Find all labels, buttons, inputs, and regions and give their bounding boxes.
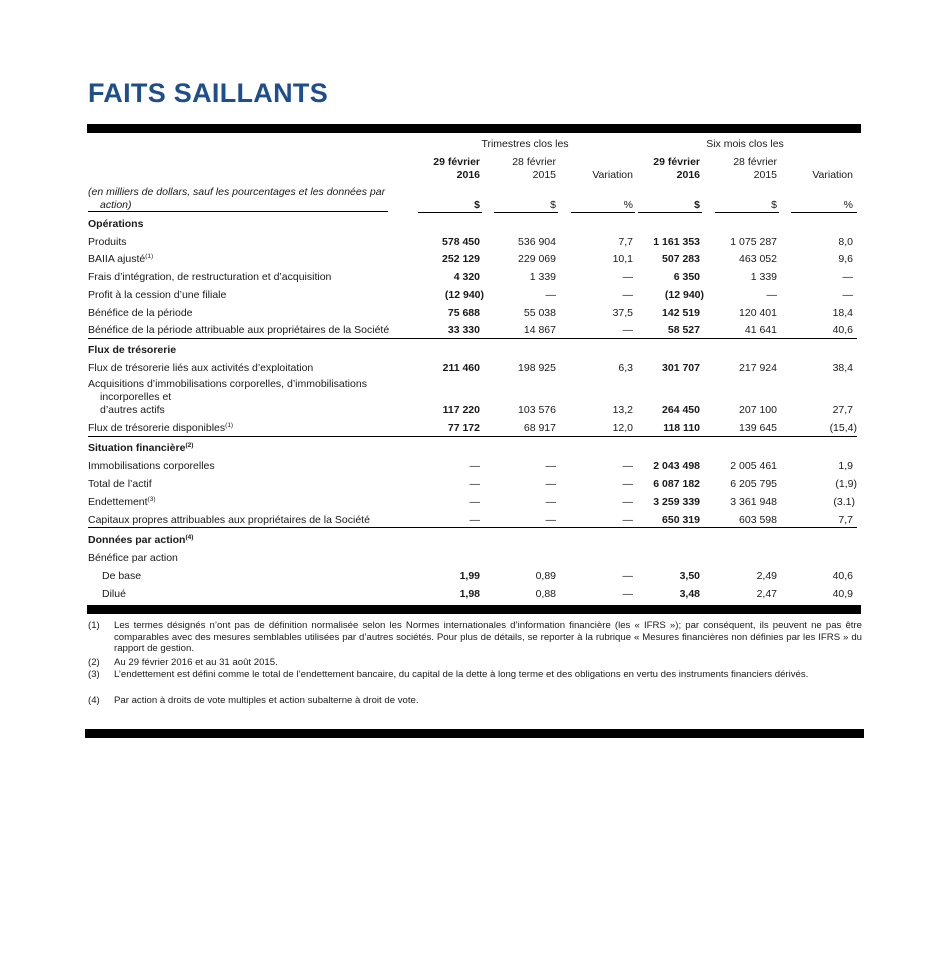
col-header-s2015-date: 28 février <box>733 156 777 168</box>
cell-s2015: 463 052 <box>739 253 777 265</box>
cell-s-variation: 7,7 <box>838 514 853 526</box>
footnote-ref: (1) <box>225 422 234 429</box>
cell-s2016: 3 259 339 <box>653 496 700 508</box>
footnote-number: (3) <box>88 669 100 680</box>
unit-underline <box>418 212 482 213</box>
cell-q-variation: 7,7 <box>618 236 633 248</box>
page-title: FAITS SAILLANTS <box>88 78 328 108</box>
cell-q2016: 4 320 <box>453 271 480 283</box>
cell-q-variation: — <box>622 460 633 472</box>
cell-s2015: 6 205 795 <box>730 478 777 490</box>
cell-s-variation: (15,4) <box>829 422 857 434</box>
page-bottom-rule <box>85 729 864 738</box>
unit-q2016: $ <box>474 199 480 211</box>
col-header-q-variation: Variation <box>592 169 633 181</box>
section-divider <box>88 436 857 437</box>
cell-s2015: 603 598 <box>739 514 777 526</box>
cell-q2016: — <box>469 496 480 508</box>
row-label <box>88 253 153 266</box>
col-header-s2016 <box>620 156 700 182</box>
cell-s2016: 301 707 <box>662 362 700 374</box>
cell-q2015: 0,89 <box>535 570 556 582</box>
col-header-s-variation: Variation <box>812 169 853 181</box>
cell-q2016: 77 172 <box>447 422 480 434</box>
cell-q2015: 0,88 <box>535 588 556 600</box>
footnote-ref: (4) <box>185 534 194 541</box>
cell-q2015: 536 904 <box>518 236 556 248</box>
footnote-text: Les termes désignés n’ont pas de définition normalisée selon les Normes internationales d’information financière (les « IFRS »); par conséquent, ils peuvent ne pas être comparables avec des mesures semblables utilisées par d’autres sociétés. Pour plus de détails, se reporter à la rubrique « Mesures financières non définies par les IFRS » du rapport de gestion. <box>114 620 862 654</box>
cell-q2015: — <box>545 478 556 490</box>
cell-q-variation: 13,2 <box>612 404 633 416</box>
cell-q2015: 229 069 <box>518 253 556 265</box>
cell-s2015: — <box>766 289 777 301</box>
cell-s-variation: — <box>842 289 853 301</box>
cell-s2016: (12 940) <box>664 289 704 301</box>
section-title-text: Situation financière <box>88 442 186 454</box>
section-divider <box>88 527 857 528</box>
cell-q2015: — <box>545 496 556 508</box>
col-header-q2015 <box>476 156 556 182</box>
row-label: Immobilisations corporelles <box>88 460 215 472</box>
unit-s2016: $ <box>694 199 700 211</box>
col-header-q2016-year: 2016 <box>456 169 480 181</box>
section-financial-position <box>88 442 193 455</box>
row-label: Produits <box>88 236 127 248</box>
cell-s-variation: 1,9 <box>838 460 853 472</box>
cell-q-variation: — <box>622 570 633 582</box>
cell-q-variation: 37,5 <box>612 307 633 319</box>
cell-s2015: 217 924 <box>739 362 777 374</box>
cell-q2016: — <box>469 478 480 490</box>
cell-s2016: 118 110 <box>663 422 700 434</box>
cell-s2015: 1 075 287 <box>730 236 777 248</box>
cell-s2016: 2 043 498 <box>653 460 700 472</box>
cell-q2015: 68 917 <box>523 422 556 434</box>
cell-s2016: 650 319 <box>662 514 700 526</box>
cell-s-variation: 40,6 <box>832 570 853 582</box>
cell-q2016: 252 129 <box>442 253 480 265</box>
cell-q2015: 55 038 <box>523 307 556 319</box>
cell-s2016: 1 161 353 <box>653 236 700 248</box>
table-bottom-rule <box>87 605 861 614</box>
footnote-ref: (2) <box>185 442 194 449</box>
cell-s2016: 264 450 <box>662 404 700 416</box>
unit-q2015: $ <box>550 199 556 211</box>
col-header-q2015-date: 28 février <box>512 156 556 168</box>
cell-s2016: 3,48 <box>679 588 700 600</box>
cell-q-variation: 6,3 <box>618 362 633 374</box>
row-label: Frais d’intégration, de restructuration et d’acquisition <box>88 271 332 283</box>
cell-s2015: 139 645 <box>739 422 777 434</box>
row-label: Flux de trésorerie liés aux activités d’exploitation <box>88 362 314 374</box>
unit-underline <box>494 212 558 213</box>
cell-s2015: 2 005 461 <box>730 460 777 472</box>
row-label: Total de l’actif <box>88 478 152 490</box>
cell-s-variation: 40,9 <box>832 588 853 600</box>
cell-s2015: 41 641 <box>744 324 777 336</box>
unit-underline <box>791 212 857 213</box>
footnote-number: (4) <box>88 695 100 706</box>
cell-s2016: 507 283 <box>662 253 700 265</box>
col-header-q2016 <box>400 156 480 182</box>
row-label: Capitaux propres attribuables aux propriétaires de la Société <box>88 514 370 526</box>
section-divider <box>88 338 857 339</box>
cell-s2015: 1 339 <box>750 271 777 283</box>
row-label <box>88 496 156 509</box>
section-per-share <box>88 534 193 547</box>
cell-s-variation: 27,7 <box>832 404 853 416</box>
cell-q2016: 578 450 <box>442 236 480 248</box>
footnote-text: L’endettement est défini comme le total de l’endettement bancaire, du capital de la dette à long terme et des obligations en vertu des instruments financiers dérivés. <box>114 669 809 680</box>
unit-underline <box>638 212 702 213</box>
col-header-q2015-year: 2015 <box>532 169 556 181</box>
cell-s2015: 3 361 948 <box>730 496 777 508</box>
unit-s-variation: % <box>843 199 853 211</box>
cell-q2015: 103 576 <box>518 404 556 416</box>
cell-q-variation: — <box>622 324 633 336</box>
cell-s-variation: (1,9) <box>835 478 857 490</box>
cell-s-variation: 9,6 <box>838 253 853 265</box>
unit-underline <box>715 212 779 213</box>
row-label: Dilué <box>102 588 126 600</box>
row-label-text: BAIIA ajusté <box>88 253 146 265</box>
cell-q2016: 117 220 <box>442 404 480 416</box>
cell-q2016: (12 940) <box>444 289 484 301</box>
cell-q-variation: — <box>622 289 633 301</box>
unit-s2015: $ <box>771 199 777 211</box>
cell-s2015: 2,47 <box>756 588 777 600</box>
cell-q2015: — <box>545 514 556 526</box>
cell-q-variation: 10,1 <box>612 253 633 265</box>
cell-q-variation: — <box>622 514 633 526</box>
row-label: Bénéfice de la période attribuable aux propriétaires de la Société <box>88 324 390 336</box>
cell-q2016: 1,98 <box>459 588 480 600</box>
cell-q2016: 211 460 <box>442 362 480 374</box>
footnote-ref: (3) <box>147 496 156 503</box>
cell-q2015: — <box>545 460 556 472</box>
cell-s-variation: (3.1) <box>833 496 855 508</box>
cell-q-variation: — <box>622 496 633 508</box>
footnote-number: (1) <box>88 620 100 631</box>
units-note-line2: action) <box>100 199 132 211</box>
cell-q-variation: — <box>622 588 633 600</box>
col-header-s2015-year: 2015 <box>753 169 777 181</box>
cell-s2016: 142 519 <box>662 307 700 319</box>
col-header-s2016-date: 29 février <box>653 156 700 168</box>
cell-s-variation: — <box>842 271 853 283</box>
row-label: Profit à la cession d’une filiale <box>88 289 227 301</box>
col-header-s2015 <box>697 156 777 182</box>
cell-q2015: 1 339 <box>529 271 556 283</box>
section-title-text: Données par action <box>88 534 186 546</box>
cell-s2015: 207 100 <box>739 404 777 416</box>
cell-q2016: 33 330 <box>447 324 480 336</box>
cell-q2016: — <box>469 514 480 526</box>
cell-q2015: — <box>545 289 556 301</box>
top-rule <box>87 124 861 133</box>
row-label: incorporelles et <box>100 391 172 403</box>
cell-q2015: 14 867 <box>523 324 556 336</box>
row-label: d’autres actifs <box>100 404 165 416</box>
footnote-text: Au 29 février 2016 et au 31 août 2015. <box>114 657 278 668</box>
units-note-underline <box>88 211 388 212</box>
footnote-text: Par action à droits de vote multiples et action subalterne à droit de vote. <box>114 695 419 706</box>
col-header-s2016-year: 2016 <box>676 169 700 181</box>
cell-q-variation: 12,0 <box>612 422 633 434</box>
unit-q-variation: % <box>623 199 633 211</box>
group-header-six-months: Six mois clos les <box>706 138 784 150</box>
cell-q-variation: — <box>622 271 633 283</box>
footnote-ref: (1) <box>145 253 154 260</box>
cell-s2016: 58 527 <box>667 324 700 336</box>
cell-s2015: 2,49 <box>756 570 777 582</box>
cell-s-variation: 8,0 <box>838 236 853 248</box>
cell-s2015: 120 401 <box>739 307 777 319</box>
unit-underline <box>571 212 635 213</box>
row-label: Bénéfice de la période <box>88 307 193 319</box>
cell-s2016: 6 087 182 <box>653 478 700 490</box>
section-operations: Opérations <box>88 218 144 230</box>
cell-q2016: — <box>469 460 480 472</box>
col-header-q2016-date: 29 février <box>433 156 480 168</box>
cell-q2016: 1,99 <box>459 570 480 582</box>
cell-s2016: 6 350 <box>673 271 700 283</box>
section-cash-flow: Flux de trésorerie <box>88 344 177 356</box>
group-header-quarters: Trimestres clos les <box>481 138 569 150</box>
units-note-line1: (en milliers de dollars, sauf les pourcentages et les données par <box>88 186 386 198</box>
cell-q2015: 198 925 <box>518 362 556 374</box>
cell-s-variation: 40,6 <box>832 324 853 336</box>
row-label: Bénéfice par action <box>88 552 178 564</box>
cell-s-variation: 18,4 <box>832 307 853 319</box>
row-label-text: Endettement <box>88 496 148 508</box>
row-label: De base <box>102 570 142 582</box>
cell-s-variation: 38,4 <box>832 362 853 374</box>
cell-s2016: 3,50 <box>679 570 700 582</box>
row-label-text: Flux de trésorerie disponibles <box>88 422 226 434</box>
row-label: Acquisitions d’immobilisations corporelles, d’immobilisations <box>88 378 367 390</box>
footnote-number: (2) <box>88 657 100 668</box>
cell-q-variation: — <box>622 478 633 490</box>
cell-q2016: 75 688 <box>447 307 480 319</box>
row-label <box>88 422 233 435</box>
